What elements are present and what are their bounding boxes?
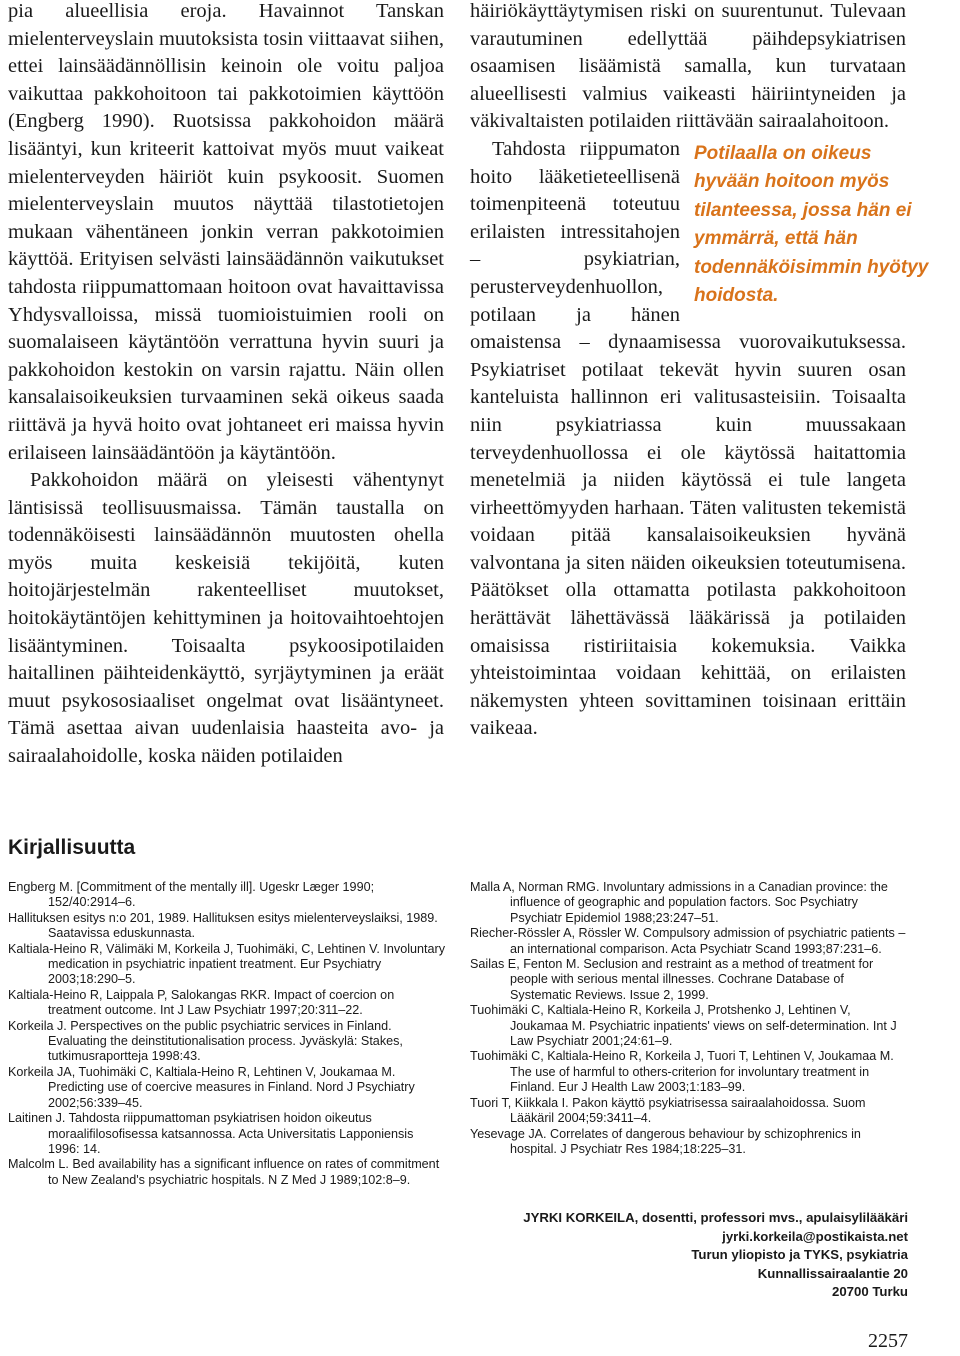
author-postal: 20700 Turku <box>832 1284 908 1300</box>
reference-list-right <box>470 880 908 1157</box>
body-paragraph: pia alueellisia eroja. Havainnot Tanskan mielenterveyslain muutoksista tosin viittaavat siihen, ettei lainsäädännöllisin keinoin ole voitu paljoa vaikuttaa pakkohoitoon tai pakkotoimien käyttöön (Engberg 1990). Ruotsissa pakkohoidon määrä lisääntyi, kun kriteerit kattoivat myös muut vaikeat mielenterveyden häiriöt kuin psykoosit. Suomen mielenterveyslain muutos näyttää tilastotietojen mukaan vähentäneen jonkin verran pakkotoimien käyttöä. Erityisen selvästi lainsäädännön vaikutukset tahdosta riippumattomaan hoitoon ovat havaittavissa Yhdysvalloissa, missä tuomioistuimien rooli on suomalaiseen käytäntöön verrattuna hyvin suuri ja pakkohoidon kestokin on varsin rajattu. Näin ollen kansalaisoikeuksien turvaaminen sekä oikeus saada riittävä ja hyvä hoito ovat johtaneet eri maissa hyvin erilaiseen lainsäädäntöön ja käytäntöön. <box>8 0 444 464</box>
author-email[interactable]: jyrki.korkeila@postikaista.net <box>722 1228 908 1244</box>
reference-item: Kaltiala-Heino R, Välimäki M, Korkeila J, Tuohimäki, C, Lehtinen V. Involuntary medication in psychiatric inpatient treatment. Eur Psychiatry 2003;18:290–5. <box>8 941 446 987</box>
body-paragraph: häiriökäyttäytymisen riski on suurentunut. Tulevaan varautuminen edellyttää päihdepsykiatrisen osaamisen lisäämistä samalla, kun turvataan alueellisesti valmius vaikeasti häiriintyneiden ja väkivaltaisten potilaiden riittävään sairaalahoitoon. <box>470 0 906 133</box>
reference-item: Korkeila JA, Tuohimäki C, Kaltiala-Heino R, Lehtinen V, Joukamaa M. Predicting use of coercive measures in Finland. Nord J Psychiatry 2002;56:339–45. <box>8 1064 415 1110</box>
reference-item: Tuori T, Kiikkala I. Pakon käyttö psykiatrisessa sairaalahoidossa. Suom Lääkäril 2004;59:3411–4. <box>470 1095 866 1126</box>
author-affiliation: Turun yliopisto ja TYKS, psykiatria <box>691 1247 908 1263</box>
reference-item: Kaltiala-Heino R, Laippala P, Salokangas RKR. Impact of coercion on treatment outcome. Int J Law Psychiatr 1997;20:311–22. <box>8 987 395 1018</box>
author-info <box>523 1209 908 1302</box>
reference-item: Yesevage JA. Correlates of dangerous behaviour by schizophrenics in hospital. J Psychiatr Res 1984;18:225–31. <box>470 1126 861 1156</box>
page-number: 2257 <box>868 1330 908 1352</box>
author-name: JYRKI KORKEILA, dosentti, professori mvs., apulaisylilääkäri <box>523 1210 908 1225</box>
reference-item: Malcolm L. Bed availability has a significant influence on rates of commitment to New Zealand's psychiatric hospitals. N Z Med J 1989;102:8–9. <box>8 1157 440 1187</box>
body-paragraph: Pakkohoidon määrä on yleisesti vähentynyt läntisissä teollisuusmaissa. Tämän taustalla on todennäköisesti lainsäädännön muutosten ohella myös muita keskeisiä tekijöitä, kuten hoitojärjestelmän rakenteelliset muutokset, hoitokäytäntöjen kehittyminen ja hoitovaihtoehtojen lisääntyminen. Toisaalta psykoosipotilaiden haitallinen päihteidenkäyttö, syrjäytyminen ja eräät muut psykososiaaliset ongelmat ovat lisääntyneet. Tämä asettaa aivan uudenlaisia haasteita avo- ja sairaalahoidolle, koska näiden potilaiden <box>8 469 444 768</box>
author-street: Kunnallissairaalantie 20 <box>757 1265 908 1281</box>
article-left-column <box>8 0 444 771</box>
pull-quote: Potilaalla on oikeus hyvään hoitoon myös tilanteessa, jossa hän ei ymmärrä, että hän todennäköisimmin hyötyy hoidosta. <box>694 142 929 307</box>
references-heading: Kirjallisuutta <box>8 836 136 859</box>
body-paragraph: Tahdosta riippumaton hoito lääketieteellisenä toimenpiteenä toteutuu erilaisten intressitahojen – psykiatrian, perusterveydenhuollon, potilaan ja hänen omaistensa – dynaamisessa vuorovaikutuksessa. Psykiatriset potilaat tekevät hyvin suuren osan kanteluista hallinnon eri valitusasteisiin. Toisaalta niin psykiatriassa kuin muussakaan terveydenhuollossa ei ole käytössä haitattomia menetelmiä ja niiden käytössä ei tule langeta virheettömyyden harhaan. Täten valitusten tekemistä voidaan pitää kansalaisoikeuksien hyvänä valvontana ja siten näiden oikeuksien toteutumisena. Päätökset olla ottamatta potilasta pakkohoitoon herättävät lähettävässä lääkärissä ja potilaiden omaisissa ristiriitaisia kokemuksia. Vaikka yhteistoimintaa voidaan kehittää, on erilaisten näkemysten yhteen sovittaminen toisinaan erittäin vaikeaa. <box>470 137 906 740</box>
reference-item: Engberg M. [Commitment of the mentally ill]. Ugeskr Læger 1990; 152/40:2914–6. <box>8 880 375 910</box>
reference-item: Tuohimäki C, Kaltiala-Heino R, Korkeila J, Tuori T, Lehtinen V, Joukamaa M. The use of harmful to others-criterion for involuntary treatment in Finland. Eur J Health Law 2003;1:183–99. <box>470 1049 894 1095</box>
reference-item: Tuohimäki C, Kaltiala-Heino R, Korkeila J, Protshenko J, Lehtinen V, Joukamaa M. Psychiatric inpatients' views on self-determination. Int J Law Psychiatr 2001;24:61–9. <box>470 1003 897 1049</box>
reference-item: Laitinen J. Tahdosta riippumattoman psykiatrisen hoidon oikeutus moraalifilosofisessa katsannossa. Acta Universitatis Lapponiensis 1996: 14. <box>8 1111 414 1156</box>
reference-item: Malla A, Norman RMG. Involuntary admissions in a Canadian province: the influence of geographic and population factors. Soc Psychiatry Psychiatr Epidemiol 1988;23:247–51. <box>470 880 888 925</box>
article-right-column <box>470 0 929 743</box>
reference-list-left <box>8 880 448 1188</box>
reference-item: Hallituksen esitys n:o 201, 1989. Hallituksen esitys mielenterveyslaiksi, 1989. Saatavissa eduskunnasta. <box>8 910 438 941</box>
reference-item: Korkeila J. Perspectives on the public psychiatric services in Finland. Evaluating the deinstitutionalisation process. Jyväskylä: Stakes, tutkimusraportteja 1998:43. <box>8 1018 403 1064</box>
reference-item: Sailas E, Fenton M. Seclusion and restraint as a method of treatment for people with serious mental illnesses. Cochrane Database of Systematic Reviews. Issue 2, 1999. <box>470 957 874 1002</box>
reference-item: Riecher-Rössler A, Rössler W. Compulsory admission of psychiatric patients – an international comparison. Acta Psychiatr Scand 1993;87:231–6. <box>470 926 906 956</box>
